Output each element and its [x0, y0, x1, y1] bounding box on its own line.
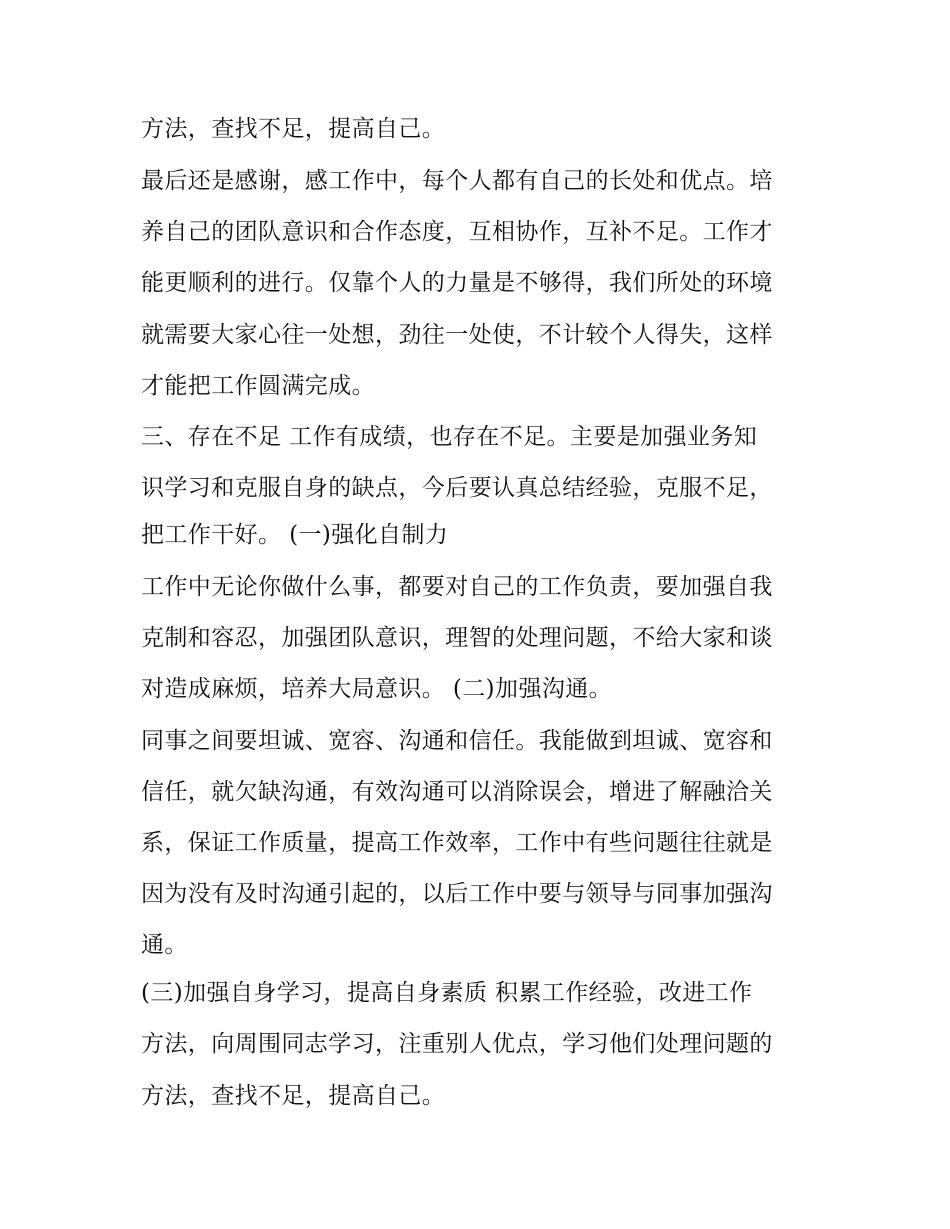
- text-line: 方法，查找不足，提高自己。: [141, 116, 446, 142]
- text-line: 系，保证工作质量，提高工作效率，工作中有些问题往往就是: [141, 830, 773, 856]
- text-line: 养自己的团队意识和合作态度，互相协作，互补不足。工作才: [141, 219, 773, 245]
- text-line: 对造成麻烦，培养大局意识。 (二)加强沟通。: [141, 676, 613, 702]
- text-line: 才能把工作圆满完成。: [141, 373, 375, 399]
- text-line: (三)加强自身学习，提高自身素质 积累工作经验，改进工作: [141, 980, 753, 1006]
- text-line: 方法，向周围同志学习，注重别人优点，学习他们处理问题的: [141, 1031, 773, 1057]
- text-line: 最后还是感谢，感工作中，每个人都有自己的长处和优点。培: [141, 168, 773, 194]
- text-line: 因为没有及时沟通引起的，以后工作中要与领导与同事加强沟: [141, 881, 773, 907]
- text-line: 能更顺利的进行。仅靠个人的力量是不够得，我们所处的环境: [141, 270, 773, 296]
- text-line: 工作中无论你做什么事，都要对自己的工作负责，要加强自我: [141, 574, 773, 600]
- text-line: 通。: [141, 932, 188, 958]
- text-line: 信任，就欠缺沟通，有效沟通可以消除误会，增进了解融洽关: [141, 779, 773, 805]
- text-line: 方法，查找不足，提高自己。: [141, 1083, 446, 1109]
- text-line: 把工作干好。 (一)强化自制力: [141, 522, 449, 548]
- text-line: 识学习和克服自身的缺点，今后要认真总结经验，克服不足，: [141, 475, 773, 501]
- text-line: 就需要大家心往一处想，劲往一处使，不计较个人得失，这样: [141, 322, 773, 348]
- text-line: 同事之间要坦诚、宽容、沟通和信任。我能做到坦诚、宽容和: [141, 728, 773, 754]
- text-line: 克制和容忍，加强团队意识，理智的处理问题，不给大家和谈: [141, 625, 773, 651]
- text-line: 三、存在不足 工作有成绩，也存在不足。主要是加强业务知: [141, 424, 758, 450]
